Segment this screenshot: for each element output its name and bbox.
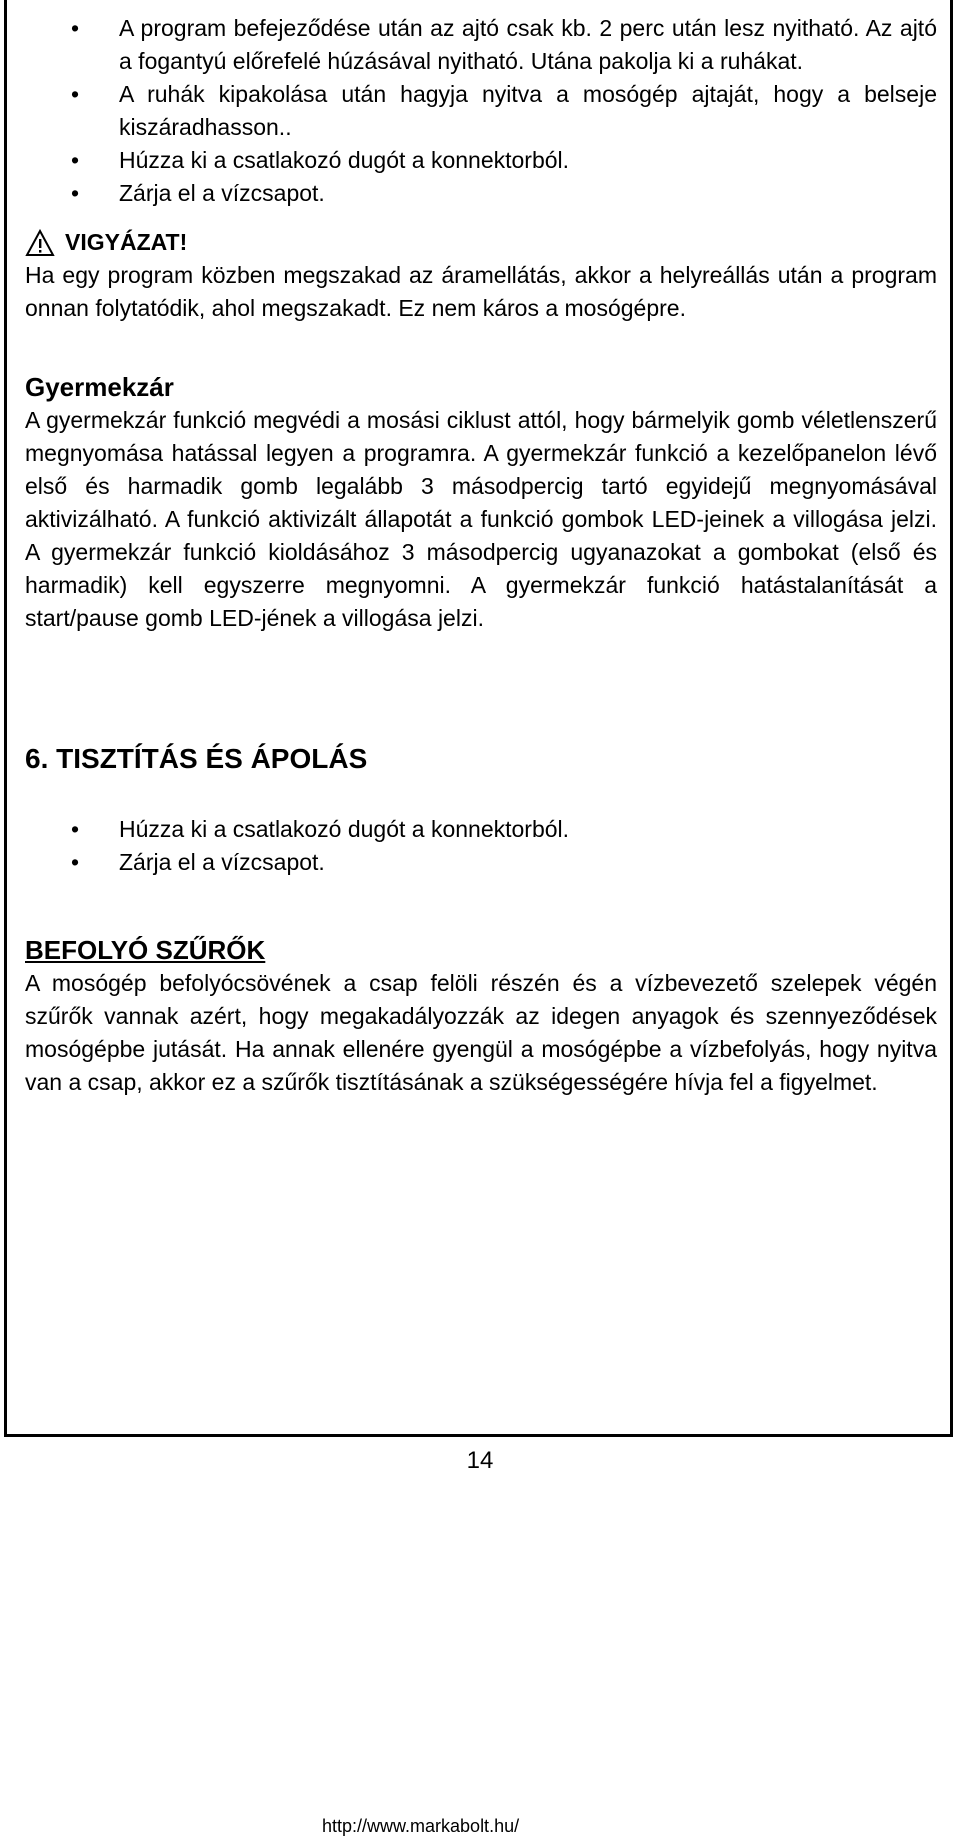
page-number: 14 [466,1447,494,1474]
chapter-title: 6. TISZTÍTÁS ÉS ÁPOLÁS [25,743,368,774]
warning-triangle-icon [25,229,55,257]
bullet-icon: • [70,180,80,206]
warning-heading [25,226,937,259]
bullet-icon: • [70,816,80,842]
inlet-filters-title: BEFOLYÓ SZŰRŐK [25,935,266,965]
bullet-icon: • [70,147,80,173]
footer-url[interactable]: http://www.markabolt.hu/ [322,1816,520,1836]
chapter-bullet-list [25,813,937,879]
child-lock-text: A gyermekzár funkció megvédi a mosási ciklust attól, hogy bármelyik gomb véletlenszerű megnyomása hatással legyen a programra. A gyermekzár funkció a kezelőpanelon lévő első és harmadik gomb legalább 3 másodpercig tartó egyidejű megnyomásával aktivizálható. A funkció aktivizált állapotát a funkció gombok LED-jeinek a villogása jelzi. A gyermekzár funkció kioldásához 3 másodpercig ugyanazokat a gombokat (első és harmadik) kell egyszerre megnyomni. A gyermekzár funkció hatástalanítását a start/pause gomb LED-jének a villogása jelzi. [25,407,937,631]
bullet-icon: • [70,15,80,41]
intro-bullet-list [25,12,937,210]
inlet-filters-text: A mosógép befolyócsövének a csap felöli részén és a vízbevezető szelepek végén szűrők vannak azért, hogy megakadályozzák az idegen anyagok és szennyeződések mosógépbe jutását. Ha annak ellenére gyengül a mosógépbe a vízbefolyás, hogy nyitva van a csap, akkor ez a szűrők tisztításának a szükségességére hívja fel a figyelmet. [25,970,937,1095]
list-item: • Húzza ki a csatlakozó dugót a konnektorból. [25,813,937,846]
list-item: • A program befejeződése után az ajtó csak kb. 2 perc után lesz nyitható. Az ajtó a fogantyú előrefelé húzásával nyitható. Utána pakolja ki a ruhákat. [25,12,937,78]
bullet-icon: • [70,849,80,875]
list-item: • A ruhák kipakolása után hagyja nyitva a mosógép ajtaját, hogy a belseje kiszáradhasson.. [25,78,937,144]
warning-text: Ha egy program közben megszakad az áramellátás, akkor a helyreállás után a program onnan folytatódik, ahol megszakadt. Ez nem káros a mosógépre. [25,262,937,321]
list-item: • Húzza ki a csatlakozó dugót a konnektorból. [25,144,937,177]
bullet-icon: • [70,81,80,107]
list-item: • Zárja el a vízcsapot. [25,177,937,210]
child-lock-title: Gyermekzár [25,372,174,402]
list-item: • Zárja el a vízcsapot. [25,846,937,879]
warning-title: VIGYÁZAT! [65,229,188,255]
page-content [25,12,937,1099]
